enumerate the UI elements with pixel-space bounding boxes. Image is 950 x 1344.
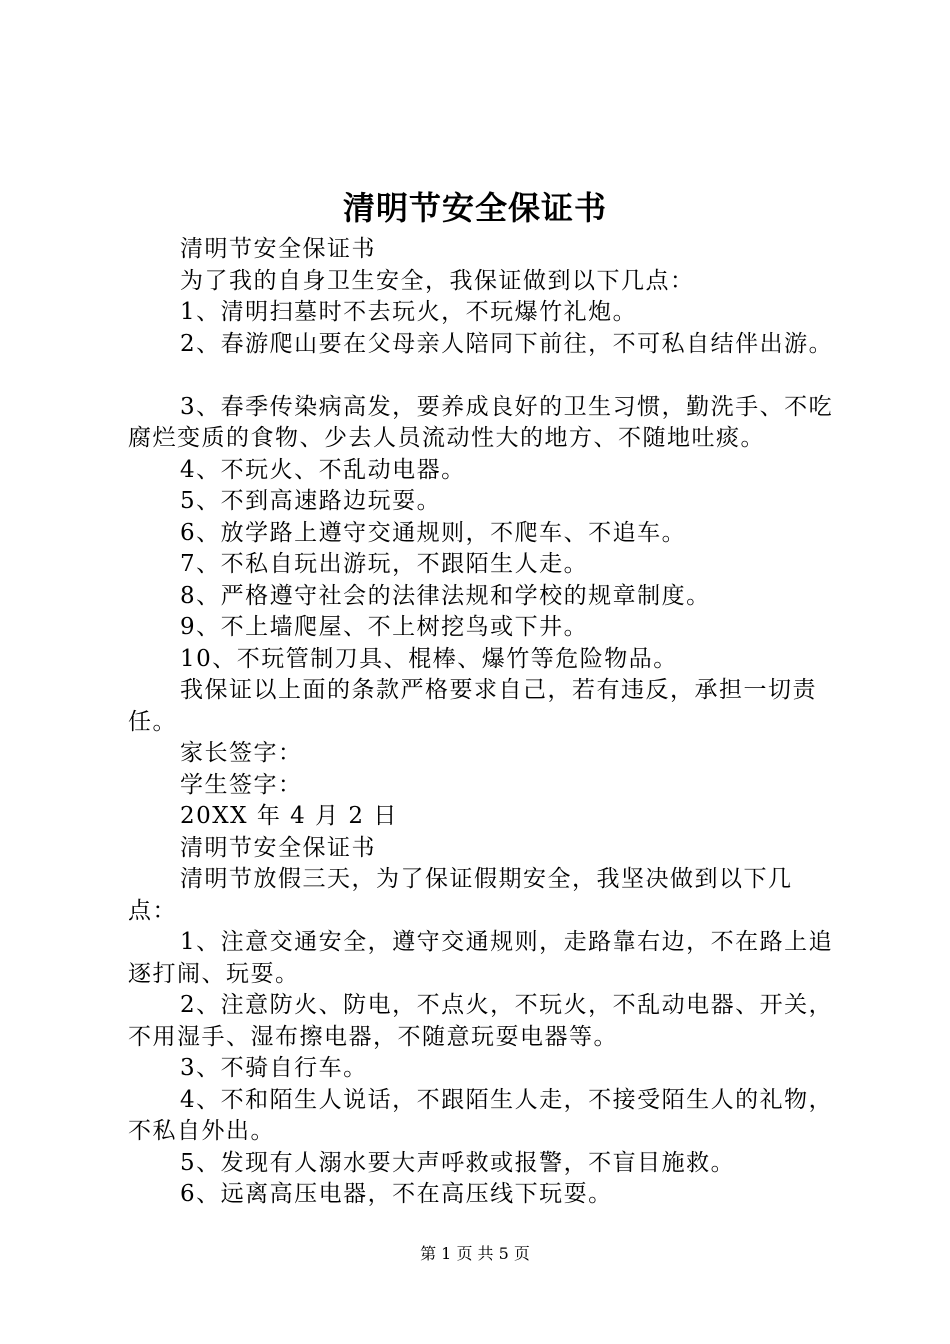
paragraph-pledge: 我保证以上面的条款严格要求自己，若有违反，承担一切责任。 bbox=[128, 677, 817, 735]
paragraph-intro-2: 清明节放假三天，为了保证假期安全，我坚决做到以下几点： bbox=[128, 866, 793, 924]
document-body bbox=[128, 234, 840, 1211]
paragraph-item-10: 10、不玩管制刀具、棍棒、爆竹等危险物品。 bbox=[180, 645, 678, 672]
paragraph-item-2-2: 2、注意防火、防电，不点火，不玩火，不乱动电器、开关，不用湿手、湿布擦电器，不随意玩耍电器等。 bbox=[128, 992, 834, 1050]
paragraph-item-2-1: 1、注意交通安全，遵守交通规则，走路靠右边，不在路上追逐打闹、玩耍。 bbox=[128, 929, 834, 987]
paragraph-item-1: 1、清明扫墓时不去玩火，不玩爆竹礼炮。 bbox=[180, 299, 638, 325]
paragraph-item-7: 7、不私自玩出游玩，不跟陌生人走。 bbox=[180, 551, 589, 577]
blank-line bbox=[128, 360, 840, 392]
paragraph-item-3: 3、春季传染病高发，要养成良好的卫生习惯，勤洗手、不吃腐烂变质的食物、少去人员流动性大的地方、不随地吐痰。 bbox=[128, 393, 834, 451]
paragraph-item-2-6: 6、远离高压电器，不在高压线下玩耍。 bbox=[180, 1181, 613, 1207]
paragraph-item-2-5: 5、发现有人溺水要大声呼救或报警，不盲目施救。 bbox=[180, 1149, 736, 1176]
page-footer: 第 1 页 共 5 页 bbox=[420, 1244, 530, 1263]
paragraph-item-9: 9、不上墙爬屋、不上树挖鸟或下井。 bbox=[180, 614, 589, 640]
paragraph-item-2: 2、春游爬山要在父母亲人陪同下前往，不可私自结伴出游。 bbox=[180, 330, 834, 357]
parent-signature-label: 家长签字： bbox=[180, 740, 303, 766]
document-title: 清明节安全保证书 bbox=[342, 189, 607, 227]
paragraph-item-8: 8、严格遵守社会的法律法规和学校的规章制度。 bbox=[180, 582, 711, 609]
paragraph-item-4: 4、不玩火、不乱动电器。 bbox=[180, 456, 466, 483]
student-signature-label: 学生签字： bbox=[180, 771, 303, 798]
paragraph-heading-2: 清明节安全保证书 bbox=[180, 834, 376, 861]
paragraph-item-5: 5、不到高速路边玩耍。 bbox=[180, 488, 442, 514]
paragraph-item-2-3: 3、不骑自行车。 bbox=[180, 1055, 368, 1081]
paragraph-item-6: 6、放学路上遵守交通规则，不爬车、不追车。 bbox=[180, 519, 687, 546]
paragraph-item-2-4: 4、不和陌生人说话，不跟陌生人走，不接受陌生人的礼物，不私自外出。 bbox=[128, 1086, 834, 1144]
document-date: 20XX 年 4 月 2 日 bbox=[180, 803, 398, 829]
paragraph-intro-1: 为了我的自身卫生安全，我保证做到以下几点： bbox=[180, 267, 695, 294]
paragraph-heading-1: 清明节安全保证书 bbox=[180, 236, 376, 262]
